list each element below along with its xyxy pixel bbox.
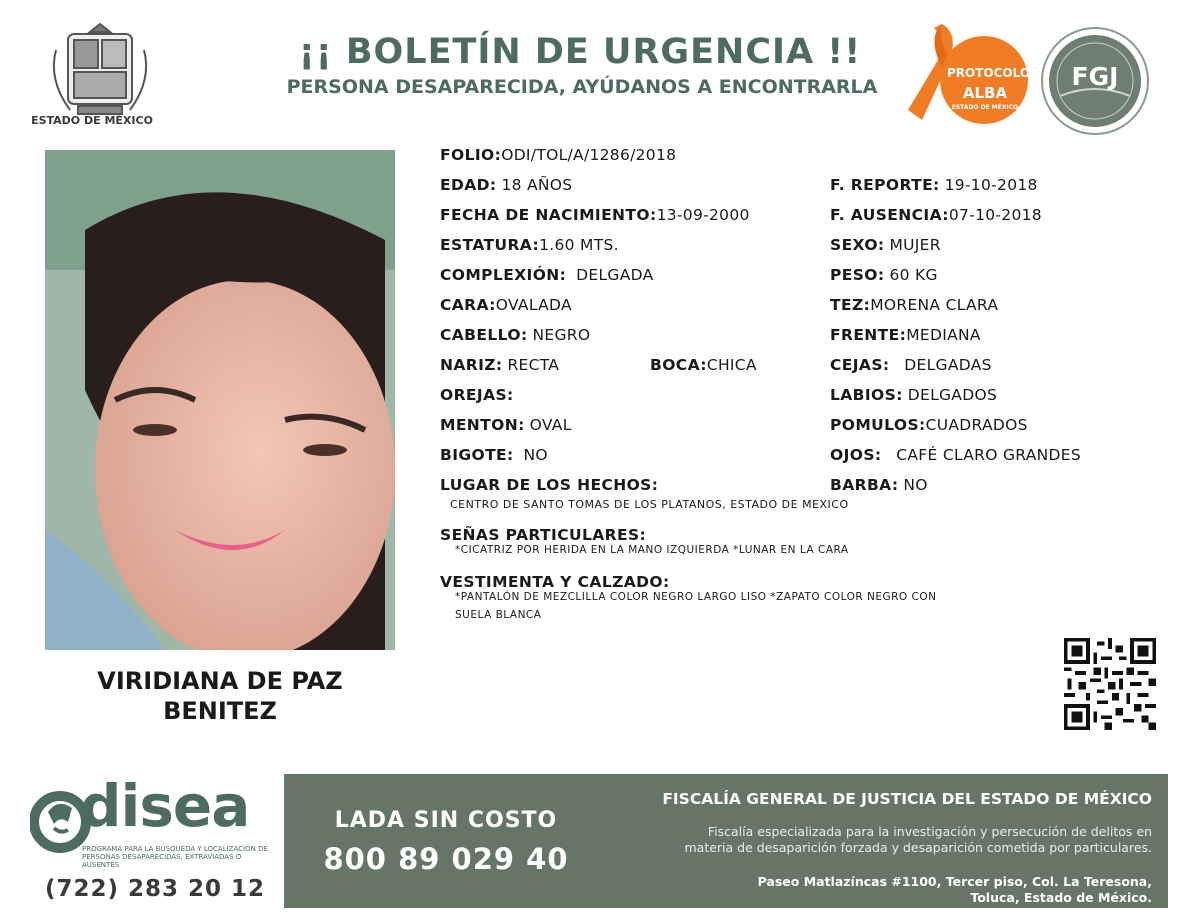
field-vestimenta-value-line2: SUELA BLANCA xyxy=(455,609,542,621)
field-value: DELGADAS xyxy=(904,356,992,374)
field-bigote xyxy=(440,445,548,465)
field-label: TEZ: xyxy=(830,296,871,314)
field-cara xyxy=(440,295,572,315)
prosecutor-address-line2: Toluca, Estado de México. xyxy=(970,890,1152,905)
qr-code[interactable] xyxy=(1064,638,1156,730)
field-folio xyxy=(440,145,676,165)
bulletin-subtitle: PERSONA DESAPARECIDA, AYÚDANOS A ENCONTRARLA xyxy=(286,76,878,98)
field-label: CEJAS: xyxy=(830,356,890,374)
field-senas-value: *CICATRIZ POR HERIDA EN LA MANO IZQUIERDA *LUNAR EN LA CARA xyxy=(455,544,849,556)
person-name-line2: BENITEZ xyxy=(163,697,277,725)
field-boca xyxy=(650,355,757,375)
field-nariz xyxy=(440,355,559,375)
field-value: OVALADA xyxy=(495,296,572,314)
field-f-ausencia xyxy=(830,205,1042,225)
field-fecha-nacimiento xyxy=(440,205,750,225)
field-value: 13-09-2000 xyxy=(656,206,750,224)
field-ojos xyxy=(830,445,1081,465)
prosecutor-description-line1: Fiscalía especializada para la investigación y persecución de delitos en xyxy=(707,824,1152,839)
person-name-line1: VIRIDIANA DE PAZ xyxy=(97,667,343,695)
field-value: MUJER xyxy=(889,236,941,254)
field-complexion xyxy=(440,265,654,285)
field-label: PESO: xyxy=(830,266,885,284)
field-label: BIGOTE: xyxy=(440,446,514,464)
field-menton xyxy=(440,415,572,435)
field-labios xyxy=(830,385,997,405)
field-estatura xyxy=(440,235,619,255)
field-value: NEGRO xyxy=(532,326,591,344)
field-label: VESTIMENTA Y CALZADO: xyxy=(440,573,670,591)
field-value: 18 AÑOS xyxy=(501,176,573,194)
field-label: BOCA: xyxy=(650,356,707,374)
field-label: MENTON: xyxy=(440,416,525,434)
prosecutor-address-line1: Paseo Matlazíncas #1100, Tercer piso, Col. La Teresona, xyxy=(757,874,1152,889)
field-value: 1.60 MTS. xyxy=(539,236,619,254)
field-value: NO xyxy=(523,446,548,464)
field-barba xyxy=(830,475,928,495)
fgj-logo-text: FGJ xyxy=(1071,62,1119,91)
field-vestimenta-label xyxy=(440,572,670,592)
field-label: BARBA: xyxy=(830,476,899,494)
missing-person-photo xyxy=(45,150,395,650)
field-value: MEDIANA xyxy=(906,326,981,344)
field-peso xyxy=(830,265,938,285)
field-label: F. AUSENCIA: xyxy=(830,206,949,224)
field-pomulos xyxy=(830,415,1028,435)
alba-state-label: ESTADO DE MÉXICO xyxy=(951,104,1019,111)
field-value: OVAL xyxy=(529,416,572,434)
field-label: COMPLEXIÓN: xyxy=(440,266,567,284)
field-f-reporte xyxy=(830,175,1038,195)
field-value: RECTA xyxy=(507,356,560,374)
field-label: OREJAS: xyxy=(440,386,514,404)
field-label: POMULOS: xyxy=(830,416,926,434)
prosecutor-office-name: FISCALÍA GENERAL DE JUSTICIA DEL ESTADO DE MÉXICO xyxy=(662,790,1152,808)
state-label: ESTADO DE MÉXICO xyxy=(31,114,153,127)
alba-name-label: ALBA xyxy=(962,84,1008,102)
field-cejas xyxy=(830,355,992,375)
person-name xyxy=(45,666,395,726)
field-label: LABIOS: xyxy=(830,386,903,404)
field-label: NARIZ: xyxy=(440,356,503,374)
field-label: ESTATURA: xyxy=(440,236,540,254)
field-value: DELGADA xyxy=(576,266,654,284)
field-label: FRENTE: xyxy=(830,326,907,344)
field-label: FECHA DE NACIMIENTO: xyxy=(440,206,657,224)
field-lugar-label xyxy=(440,475,658,495)
field-label: EDAD: xyxy=(440,176,497,194)
field-sexo xyxy=(830,235,941,255)
field-value: DELGADOS xyxy=(907,386,998,404)
field-tez xyxy=(830,295,998,315)
odisea-wordmark: disea xyxy=(80,772,250,840)
field-label: SEÑAS PARTICULARES: xyxy=(440,526,647,544)
prosecutor-description-line2: materia de desaparición forzada y desaparición cometida por particulares. xyxy=(684,840,1152,855)
field-value: CAFÉ CLARO GRANDES xyxy=(896,446,1081,464)
field-cabello xyxy=(440,325,590,345)
field-lugar-value: CENTRO DE SANTO TOMAS DE LOS PLATANOS, ESTADO DE MEXICO xyxy=(450,498,849,511)
field-label: F. REPORTE: xyxy=(830,176,940,194)
field-label: CARA: xyxy=(440,296,496,314)
field-value: ODI/TOL/A/1286/2018 xyxy=(501,146,677,164)
field-frente xyxy=(830,325,981,345)
toll-free-label: LADA SIN COSTO xyxy=(334,808,558,833)
field-value: MORENA CLARA xyxy=(870,296,999,314)
field-label: LUGAR DE LOS HECHOS: xyxy=(440,476,659,494)
field-value: CUADRADOS xyxy=(925,416,1028,434)
field-edad xyxy=(440,175,572,195)
field-value: 07-10-2018 xyxy=(948,206,1042,224)
field-label: CABELLO: xyxy=(440,326,528,344)
local-phone-number[interactable]: (722) 283 20 12 xyxy=(44,876,266,902)
field-value: 19-10-2018 xyxy=(944,176,1038,194)
toll-free-number[interactable]: 800 89 029 40 xyxy=(323,842,569,876)
field-orejas xyxy=(440,385,514,405)
alba-protocol-label: PROTOCOLO xyxy=(947,66,1031,80)
odisea-description: PROGRAMA PARA LA BÚSQUEDA Y LOCALIZACIÓN DE PERSONAS DESAPARECIDAS, EXTRAVIADAS O AUSENTES xyxy=(82,845,268,869)
field-value: NO xyxy=(903,476,928,494)
field-vestimenta-value-line1: *PANTALÓN DE MEZCLILLA COLOR NEGRO LARGO LISO *ZAPATO COLOR NEGRO CON xyxy=(455,591,937,603)
field-label: OJOS: xyxy=(830,446,882,464)
field-senas-label xyxy=(440,525,646,545)
field-label: FOLIO: xyxy=(440,146,502,164)
field-value: CHICA xyxy=(706,356,757,374)
field-label: SEXO: xyxy=(830,236,885,254)
bulletin-title: ¡¡ BOLETÍN DE URGENCIA !! xyxy=(298,32,862,72)
field-value: 60 KG xyxy=(889,266,938,284)
